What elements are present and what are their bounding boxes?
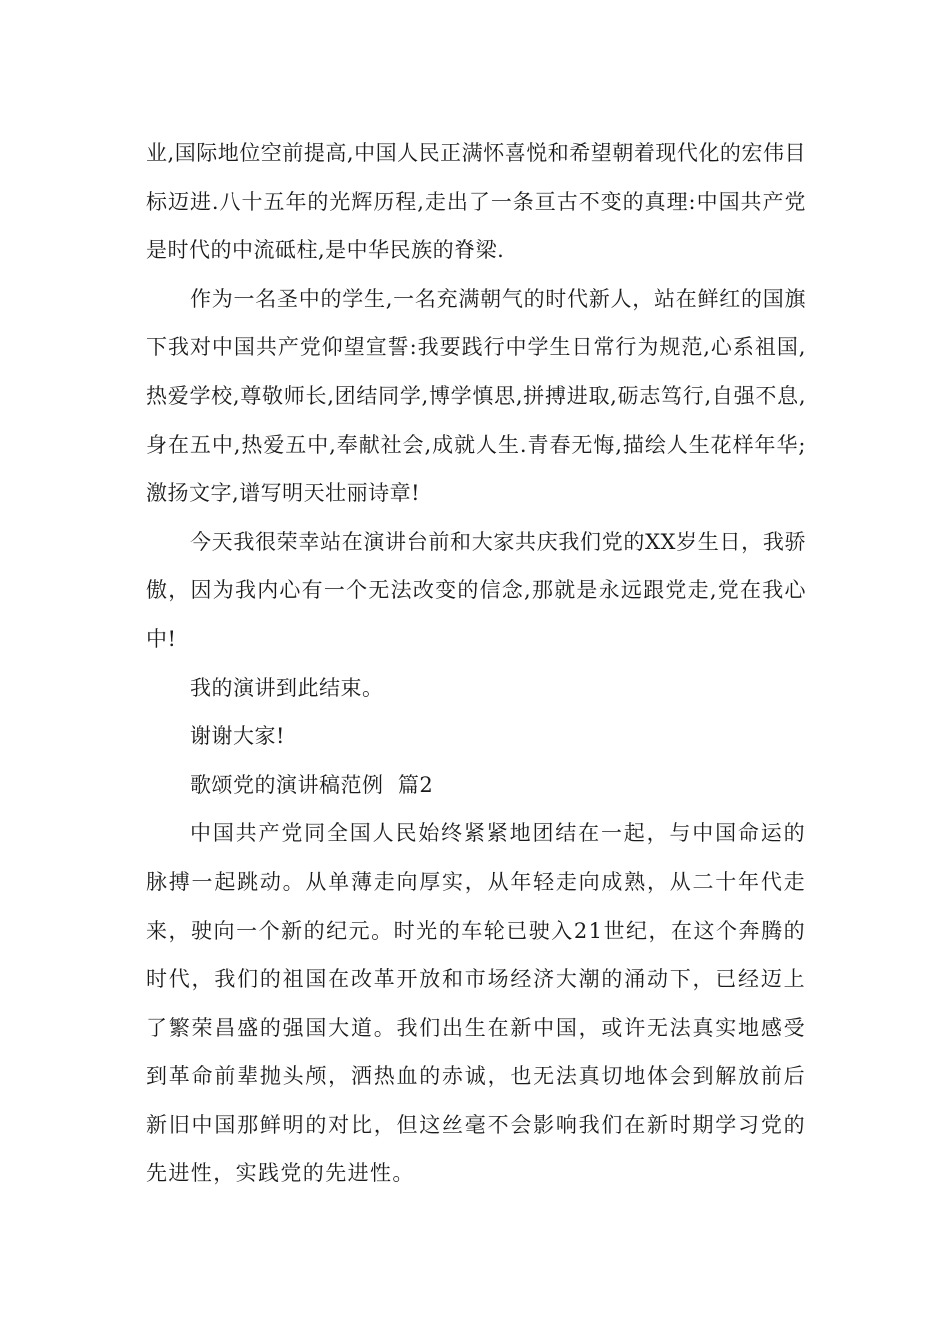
paragraph-celebration: 今天我很荣幸站在演讲台前和大家共庆我们党的XX岁生日，我骄傲，因为我内心有一个无法改变的信念,那就是永远跟党走,党在我心中! [146, 529, 806, 651]
section-heading: 歌颂党的演讲稿范例 篇2 [190, 772, 434, 797]
document-body [146, 129, 806, 1198]
paragraph-thanks: 谢谢大家! [190, 724, 285, 749]
paragraph-continuation: 业,国际地位空前提高,中国人民正满怀喜悦和希望朝着现代化的宏伟目标迈进.八十五年的光辉历程,走出了一条亘古不变的真理:中国共产党是时代的中流砥柱,是中华民族的脊梁. [146, 141, 806, 263]
paragraph-speech-end: 我的演讲到此结束。 [190, 675, 384, 700]
paragraph-section-2-body: 中国共产党同全国人民始终紧紧地团结在一起，与中国命运的脉搏一起跳动。从单薄走向厚实，从年轻走向成熟，从二十年代走来，驶向一个新的纪元。时光的车轮已驶入21世纪，在这个奔腾的时代，我们的祖国在改革开放和市场经济大潮的涌动下，已经迈上了繁荣昌盛的强国大道。我们出生在新中国，或许无法真实地感受到革命前辈抛头颅，洒热血的赤诚，也无法真切地体会到解放前后新旧中国那鲜明的对比，但这丝毫不会影响我们在新时期学习党的先进性，实践党的先进性。 [146, 821, 806, 1186]
paragraph-student-pledge: 作为一名圣中的学生,一名充满朝气的时代新人，站在鲜红的国旗下我对中国共产党仰望宣誓:我要践行中学生日常行为规范,心系祖国,热爱学校,尊敬师长,团结同学,博学慎思,拼搏进取,砺志笃行,自强不息,身在五中,热爱五中,奉献社会,成就人生.青春无悔,描绘人生花样年华;激扬文字,谱写明天壮丽诗章! [146, 286, 806, 506]
